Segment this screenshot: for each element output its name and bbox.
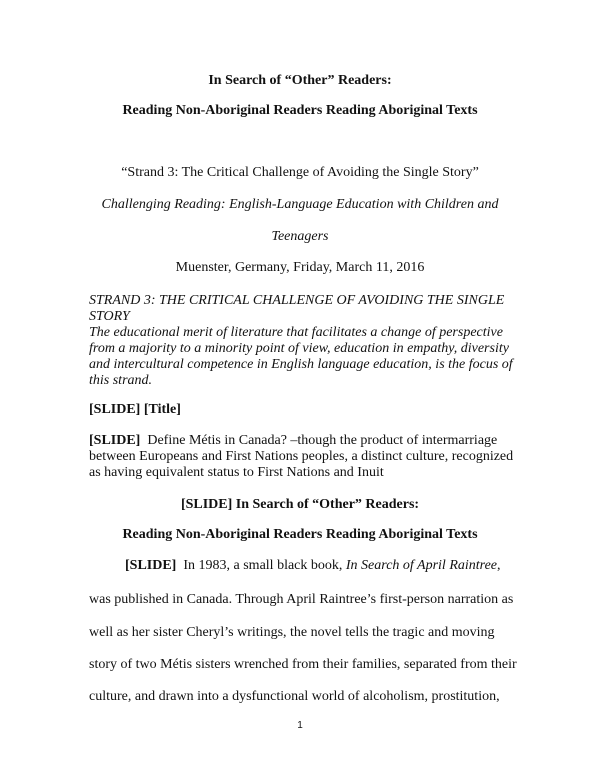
book-title: In Search of April Raintree — [345, 558, 498, 573]
slide-title: [SLIDE] [Title] — [89, 402, 181, 417]
body-line-2: was published in Canada. Through April Raintree’s first-person narration as — [89, 592, 514, 607]
title-line-2: Reading Non-Aboriginal Readers Reading Aboriginal Texts — [122, 103, 478, 118]
title-line-1: In Search of “Other” Readers: — [208, 73, 392, 88]
slide-metis-text: Define Métis in Canada? –though the product of intermarriage — [147, 433, 498, 448]
body-line-5: culture, and drawn into a dysfunctional world of alcoholism, prostitution, — [89, 689, 500, 704]
body-line-3: well as her sister Cheryl’s writings, the novel tells the tragic and moving — [89, 625, 495, 640]
slide-metis-line-1 — [89, 433, 497, 449]
slide-heading-line-1: [SLIDE] In Search of “Other” Readers: — [180, 497, 420, 512]
strand-description-line-4: this strand. — [89, 373, 153, 388]
body-line-1-text: In 1983, a small black book, — [183, 558, 343, 573]
slide-metis-line-2: between Europeans and First Nations peoples, a distinct culture, recognized — [89, 449, 514, 464]
conference-line-1: Challenging Reading: English-Language Education with Children and — [101, 197, 499, 212]
location-date: Muenster, Germany, Friday, March 11, 2016 — [175, 260, 425, 275]
strand-quote: “Strand 3: The Critical Challenge of Avoiding the Single Story” — [121, 165, 479, 180]
page-number: 1 — [297, 720, 303, 731]
slide-tag: [SLIDE] — [89, 433, 141, 448]
slide-metis-line-3: as having equivalent status to First Nations and Inuit — [89, 465, 384, 480]
body-line-4: story of two Métis sisters wrenched from their families, separated from their — [89, 657, 517, 672]
body-slide-tag: [SLIDE] — [125, 558, 177, 573]
conference-line-2: Teenagers — [271, 229, 329, 244]
strand-description-line-1: The educational merit of literature that facilitates a change of perspective — [89, 325, 503, 340]
strand-heading-line-2: STORY — [89, 309, 130, 324]
strand-description-line-3: and intercultural competence in English language education, is the focus of — [89, 357, 513, 372]
strand-heading-line-1: STRAND 3: THE CRITICAL CHALLENGE OF AVOIDING THE SINGLE — [89, 293, 505, 308]
strand-description-line-2: from a majority to a minority point of view, education in empathy, diversity — [89, 341, 509, 356]
body-line-1-comma: , — [497, 558, 501, 573]
body-line-1 — [125, 558, 501, 574]
slide-heading-line-2: Reading Non-Aboriginal Readers Reading Aboriginal Texts — [122, 527, 478, 542]
